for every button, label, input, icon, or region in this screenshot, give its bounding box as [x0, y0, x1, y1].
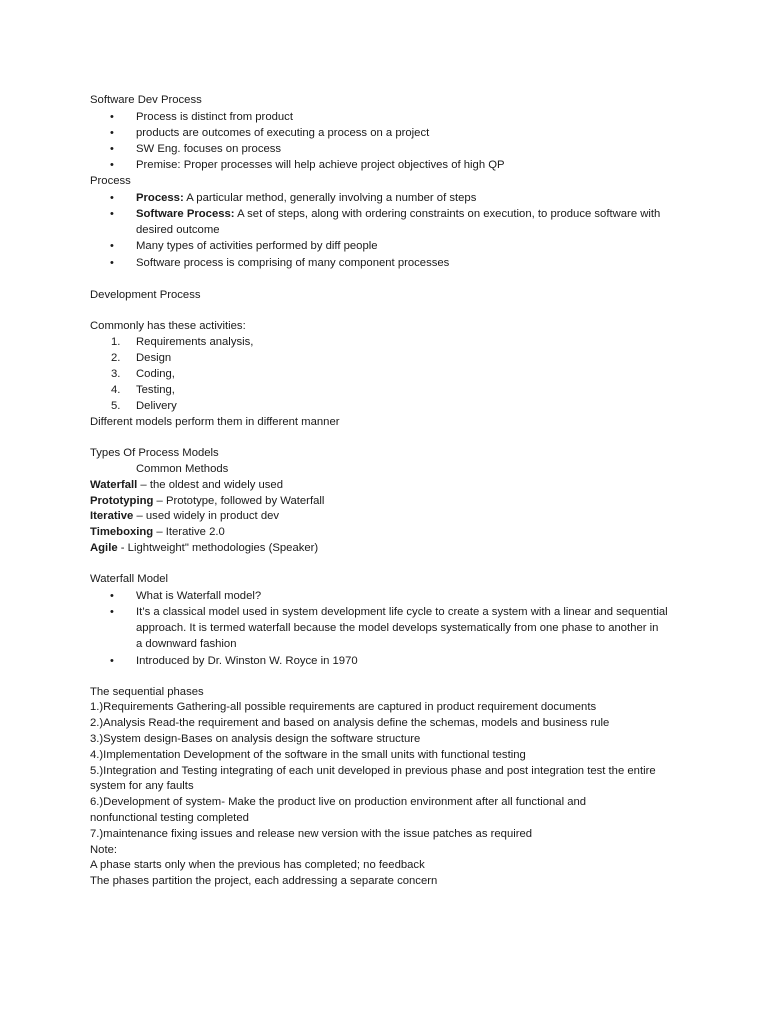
list-item [0, 207, 768, 221]
note-line: A phase starts only when the previous has completed; no feedback [90, 859, 425, 871]
list-item-text: It’s a classical model used in system development life cycle to create a system with a linear and sequential [136, 606, 668, 618]
section-heading-process: Process [90, 175, 131, 187]
list-item [0, 589, 768, 603]
method-timeboxing [90, 525, 225, 539]
paragraph-different-models: Different models perform them in different manner [90, 416, 340, 428]
phase-line: 1.)Requirements Gathering-all possible requirements are captured in product requirement documents [90, 701, 597, 713]
method-name: Waterfall [90, 479, 138, 491]
method-waterfall [90, 478, 283, 492]
list-item [0, 605, 768, 619]
definition-software-process: A set of steps, along with ordering constraints on execution, to produce software with [234, 208, 661, 220]
numbered-item [0, 335, 768, 349]
numbered-item [0, 399, 768, 413]
list-item-text: Many types of activities performed by diff people [136, 240, 378, 252]
bullet-glyph: • [110, 159, 114, 171]
numbered-item [0, 383, 768, 397]
paragraph-commonly: Commonly has these activities: [90, 320, 246, 332]
method-prototyping [90, 494, 324, 508]
phase-line: 3.)System design-Bases on analysis design the software structure [90, 733, 421, 745]
bullet-glyph: • [110, 143, 114, 155]
bullet-glyph: • [110, 111, 114, 123]
item-text: Coding, [136, 368, 175, 380]
method-desc: – the oldest and widely used [137, 479, 283, 491]
list-item [0, 654, 768, 668]
phase-line: nonfunctional testing completed [90, 812, 249, 824]
item-number: 4. [111, 384, 121, 396]
list-item-text: Premise: Proper processes will help achieve project objectives of high QP [136, 159, 505, 171]
bullet-glyph: • [110, 127, 114, 139]
method-name: Timeboxing [90, 526, 154, 538]
bullet-glyph: • [110, 257, 114, 269]
section-heading-types: Types Of Process Models [90, 447, 219, 459]
numbered-item [0, 351, 768, 365]
bullet-glyph: • [110, 590, 114, 602]
list-item-continuation: approach. It is termed waterfall because the model develops systematically from one phase to another in [136, 622, 659, 634]
list-item-text [136, 191, 476, 205]
phase-line: system for any faults [90, 780, 194, 792]
item-text: Requirements analysis, [136, 336, 254, 348]
note-label: Note: [90, 844, 118, 856]
numbered-item [0, 367, 768, 381]
method-iterative [90, 509, 279, 523]
bullet-glyph: • [110, 606, 114, 618]
bullet-glyph: • [110, 208, 114, 220]
bullet-glyph: • [110, 192, 114, 204]
list-item-text: Software process is comprising of many component processes [136, 257, 450, 269]
item-number: 3. [111, 368, 121, 380]
list-item-text [136, 207, 660, 221]
bullet-glyph: • [110, 655, 114, 667]
subheading-common-methods: Common Methods [136, 463, 229, 475]
list-item-text: Introduced by Dr. Winston W. Royce in 1970 [136, 655, 358, 667]
term-software-process: Software Process: [136, 208, 235, 220]
method-name: Prototyping [90, 495, 154, 507]
list-item [0, 191, 768, 205]
method-desc: – Prototype, followed by Waterfall [153, 495, 325, 507]
method-desc: – Iterative 2.0 [153, 526, 225, 538]
section-heading-waterfall-model: Waterfall Model [90, 573, 169, 585]
list-item-text: SW Eng. focuses on process [136, 143, 282, 155]
item-number: 2. [111, 352, 121, 364]
item-number: 1. [111, 336, 121, 348]
method-desc: – used widely in product dev [133, 510, 280, 522]
item-text: Design [136, 352, 172, 364]
note-line: The phases partition the project, each addressing a separate concern [90, 875, 438, 887]
section-heading-software-dev-process: Software Dev Process [90, 94, 202, 106]
list-item-continuation: a downward fashion [136, 638, 237, 650]
list-item-text: What is Waterfall model? [136, 590, 262, 602]
phase-line: 2.)Analysis Read-the requirement and based on analysis define the schemas, models and business rule [90, 717, 610, 729]
item-text: Testing, [136, 384, 175, 396]
item-number: 5. [111, 400, 121, 412]
list-item [0, 110, 768, 124]
item-text: Delivery [136, 400, 177, 412]
bullet-glyph: • [110, 240, 114, 252]
list-item [0, 256, 768, 270]
section-heading-sequential-phases: The sequential phases [90, 686, 204, 698]
list-item [0, 142, 768, 156]
list-item [0, 158, 768, 172]
method-agile [90, 541, 318, 555]
phase-line: 7.)maintenance fixing issues and release new version with the issue patches as required [90, 828, 533, 840]
phase-line: 6.)Development of system- Make the product live on production environment after all functional and [90, 796, 587, 808]
method-name: Iterative [90, 510, 134, 522]
method-desc: - Lightweight" methodologies (Speaker) [117, 542, 319, 554]
method-name: Agile [90, 542, 118, 554]
phase-line: 4.)Implementation Development of the software in the small units with functional testing [90, 749, 526, 761]
phase-line: 5.)Integration and Testing integrating of each unit developed in previous phase and post integration test the entire [90, 765, 656, 777]
list-item [0, 126, 768, 140]
definition-process: A particular method, generally involving a number of steps [183, 192, 477, 204]
list-item-text: products are outcomes of executing a process on a project [136, 127, 430, 139]
list-item-continuation: desired outcome [136, 224, 220, 236]
section-heading-development-process: Development Process [90, 289, 201, 301]
list-item [0, 239, 768, 253]
list-item-text: Process is distinct from product [136, 111, 293, 123]
term-process: Process: [136, 192, 184, 204]
